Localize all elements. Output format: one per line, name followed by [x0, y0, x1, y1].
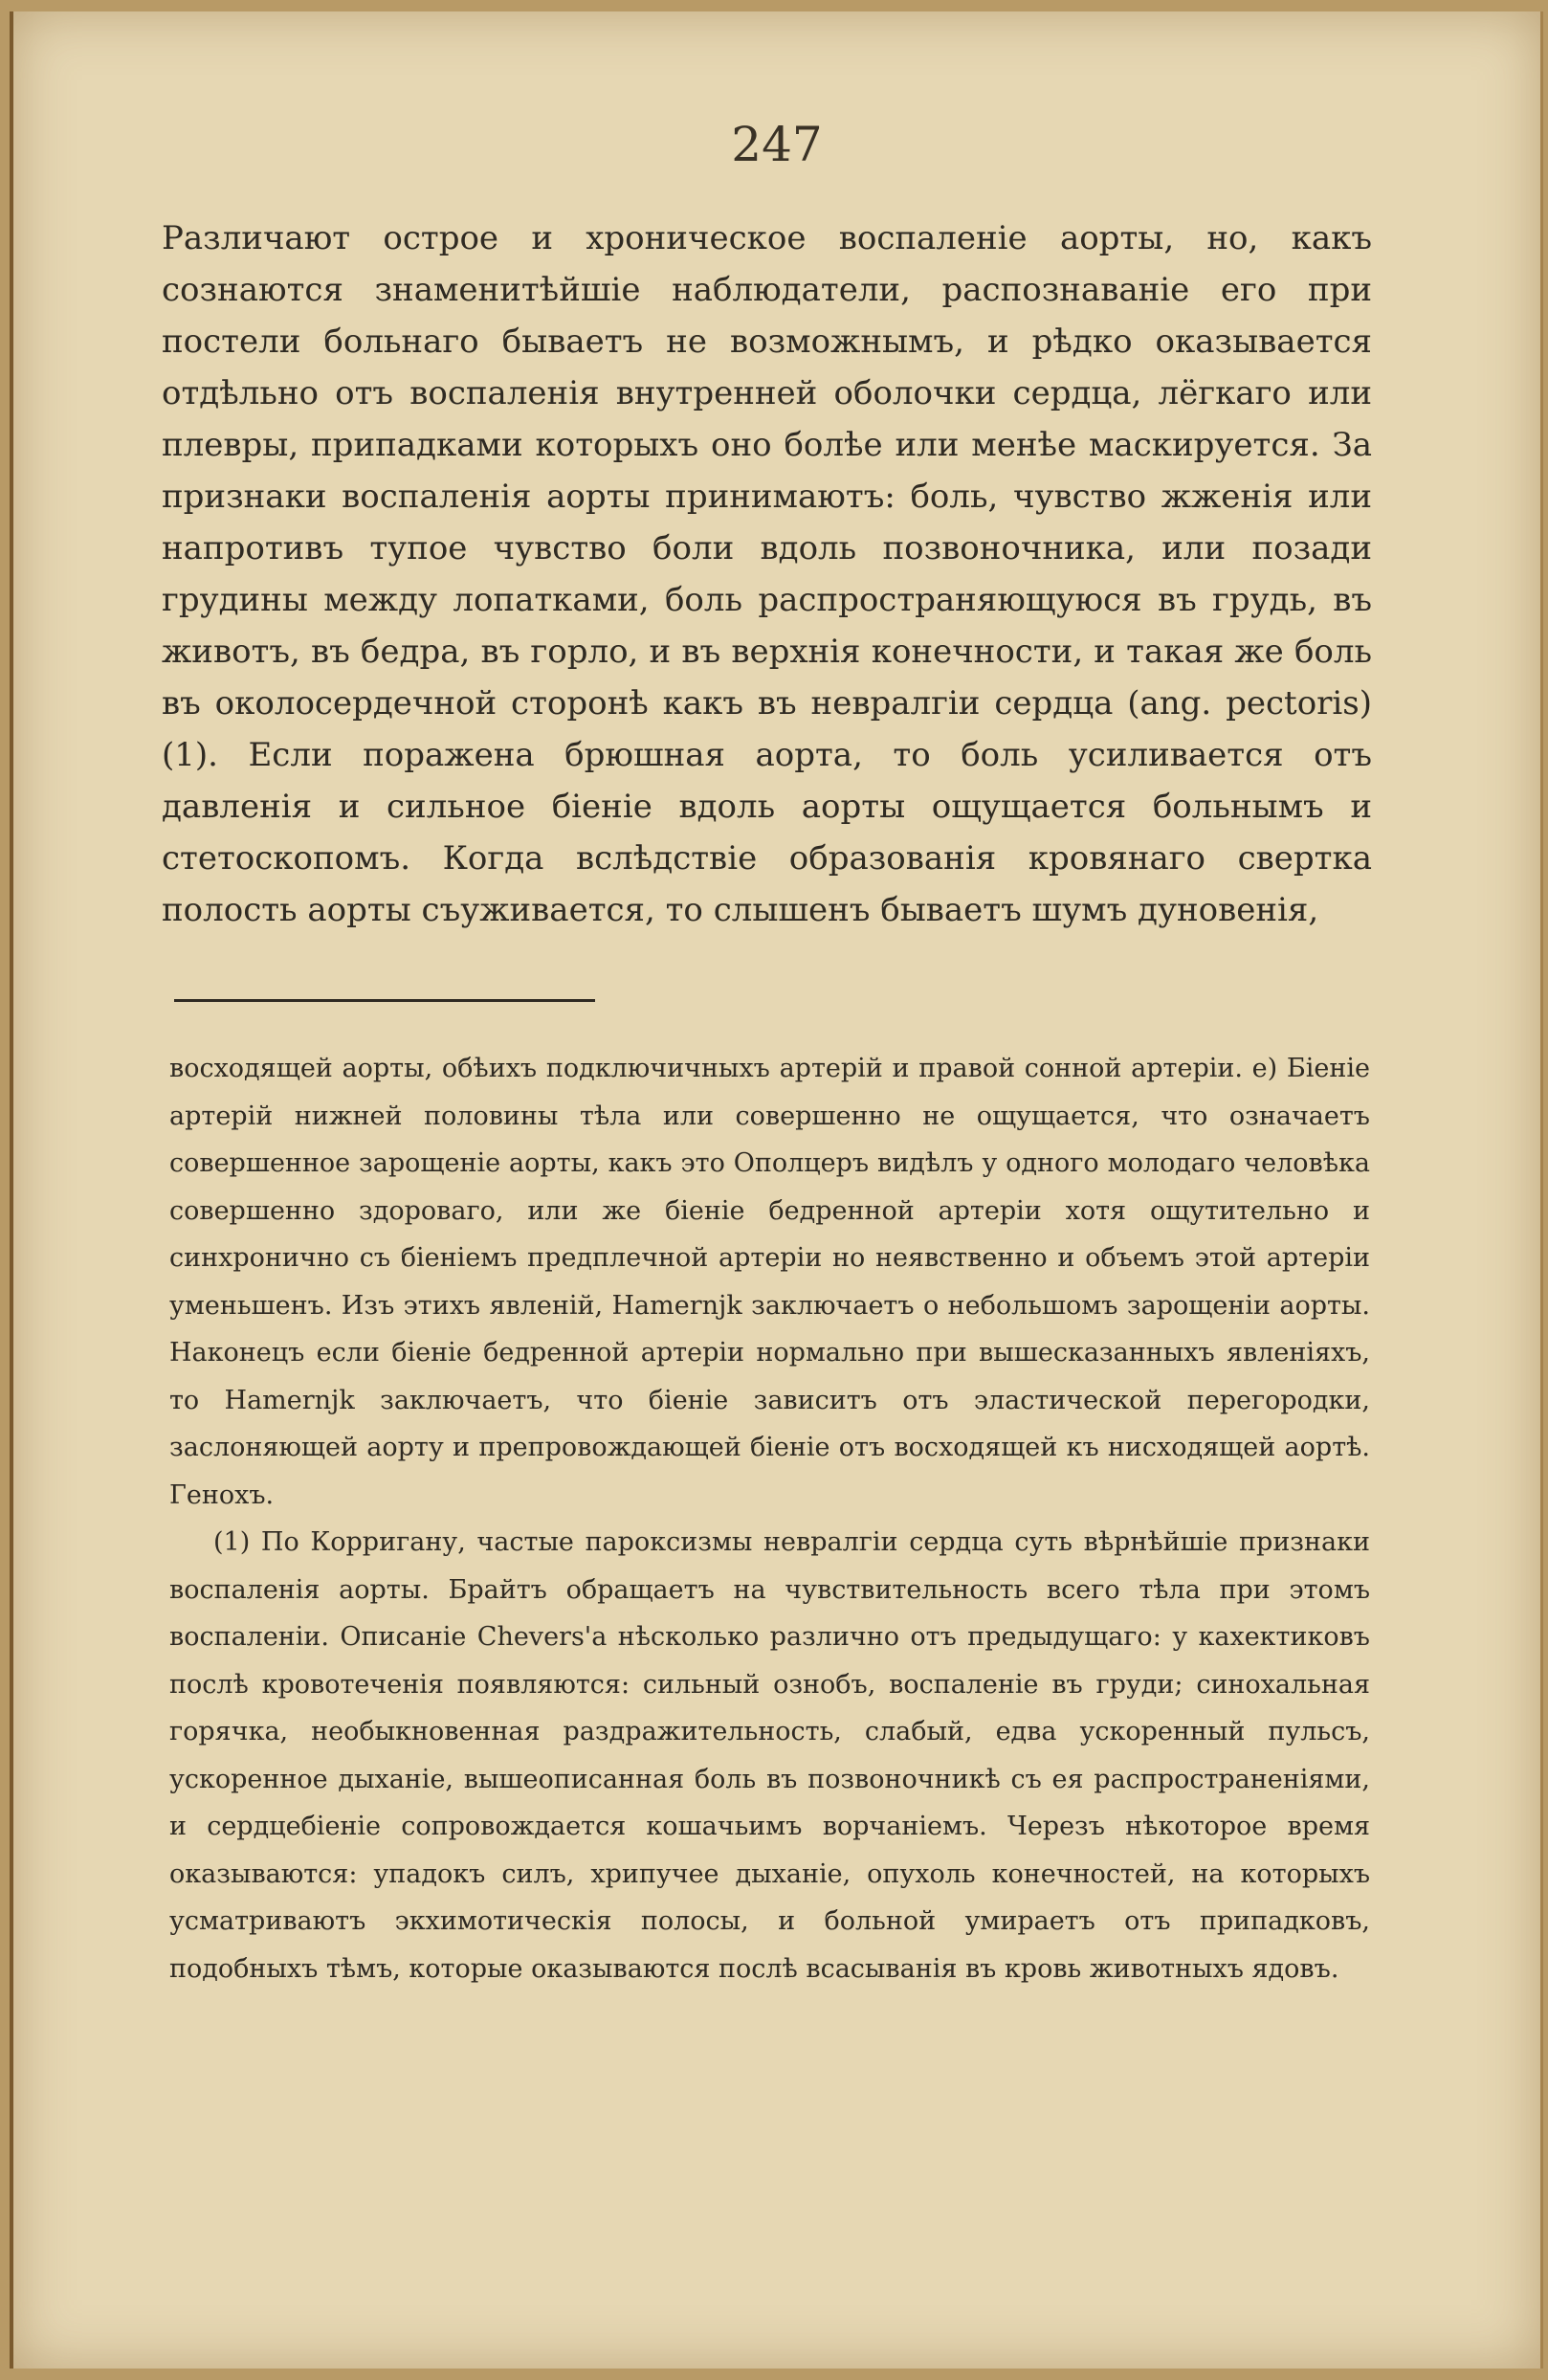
footnote-continuation: восходящей аорты, обѣихъ подключичныхъ артерій и правой сонной артеріи. е) Біеніе артерій нижней половины тѣла или совершенно не ощущается, что означаетъ совершенное зарощеніе аорты, какъ это Ополцеръ видѣлъ у одного молодаго человѣка совершенно здороваго, или же біеніе бедренной артеріи хотя ощутительно и синхронично съ біеніемъ предплечной артеріи но неявственно и объемъ этой артеріи уменьшенъ. Изъ этихъ явленій, Hamernjk заключаетъ о небольшомъ зарощеніи аорты. Наконецъ если біеніе бедренной артеріи нормально при вышесказанныхъ явленіяхъ, то Hamernjk заключаетъ, что біеніе зависитъ отъ эластической перегородки, заслоняющей аорту и препровождающей біеніе отъ восходящей къ нисходящей аортѣ. Генохъ. [169, 1054, 1370, 1510]
page-number: 247 [731, 117, 823, 172]
book-page [10, 11, 1543, 2369]
footnote-1: (1) По Корригану, частые пароксизмы невралгіи сердца суть вѣрнѣйшіе признаки воспаленія аорты. Брайтъ обращаетъ на чувствительность всего тѣла при этомъ воспаленіи. Описаніе Chevers'а нѣсколько различно отъ предыдущаго: у кахектиковъ послѣ кровотеченія появляются: сильный ознобъ, воспаленіе въ груди; синохальная горячка, необыкновенная раздражительность, слабый, едва ускоренный пульсъ, ускоренное дыханіе, вышеописанная боль въ позвоночникѣ съ ея распространеніями, и сердцебіеніе сопровождается кошачьимъ ворчаніемъ. Черезъ нѣкоторое время оказываются: упадокъ силъ, хрипучее дыханіе, опухоль конечностей, на которыхъ усматриваютъ экхимотическія полосы, и больной умираетъ отъ припадковъ, подобныхъ тѣмъ, которые оказываются послѣ всасыванія въ кровь животныхъ ядовъ. [169, 1527, 1370, 1984]
main-paragraph: Различают острое и хроническое воспаленіе аорты, но, какъ сознаются знаменитѣйшіе наблюдатели, распознаваніе его при постели больнаго бываетъ не возможнымъ, и рѣдко оказывается отдѣльно отъ воспаленія внутренней оболочки сердца, лёгкаго или плевры, припадками которыхъ оно болѣе или менѣе маскируется. За признаки воспаленія аорты принимаютъ: боль, чувство жженія или напротивъ тупое чувство боли вдоль позвоночника, или позади грудины между лопатками, боль распространяющуюся въ грудь, въ животъ, въ бедра, въ горло, и въ верхнія конечности, и такая же боль въ околосердечной сторонѣ какъ въ невралгіи сердца (ang. pectoris) (1). Если поражена брюшная аорта, то боль усиливается отъ давленія и сильное біеніе вдоль аорты ощущается больнымъ и стетоскопомъ. Когда вслѣдствіе образованія кровянаго свертка полость аорты съуживается, то слышенъ бываетъ шумъ дуновенія, [162, 219, 1372, 929]
main-text [162, 212, 1372, 936]
footnote-separator [174, 999, 595, 1002]
footnotes [169, 1045, 1370, 1992]
